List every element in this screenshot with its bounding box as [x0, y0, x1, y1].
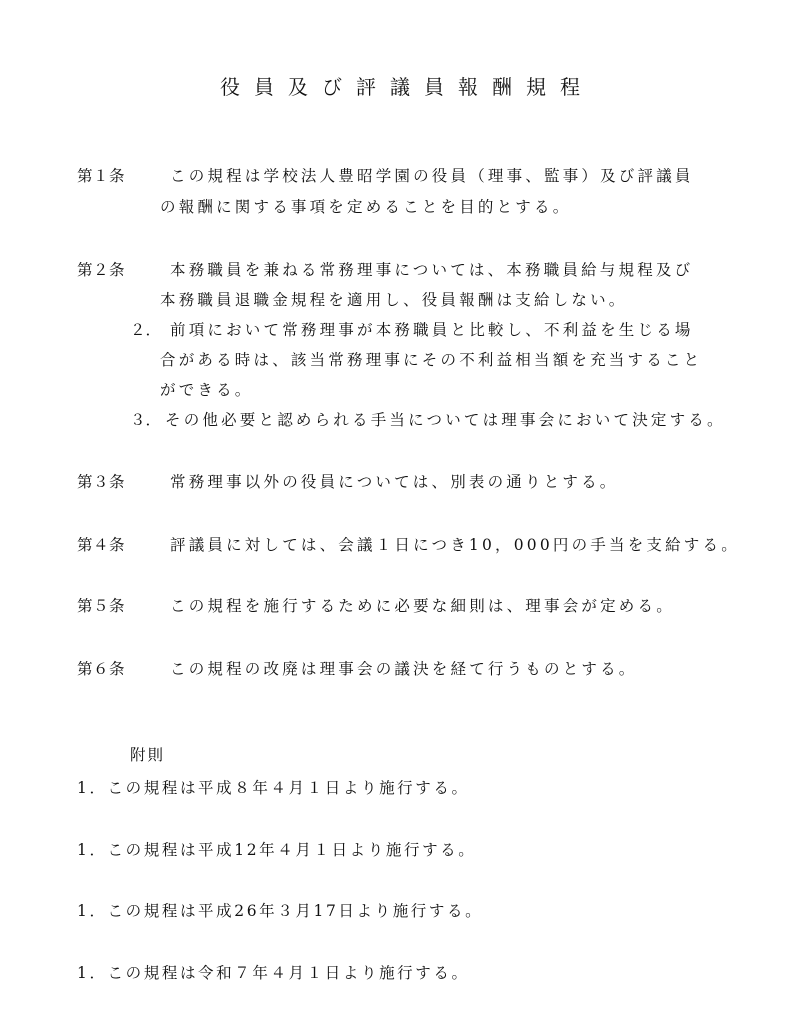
article-6-number: 第６条 [77, 660, 126, 678]
article-1-line-2: の報酬に関する事項を定めることを目的とする。 [160, 198, 572, 216]
article-1-line-1: この規程は学校法人豊昭学園の役員（理事、監事）及び評議員 [170, 167, 694, 185]
article-2-number: 第２条 [77, 261, 126, 279]
supplementary-provision-4: 1．この規程は令和７年４月１日より施行する。 [77, 964, 470, 982]
article-5-number: 第５条 [77, 597, 126, 615]
article-4-line-1: 評議員に対しては、会議１日につき10，000円の手当を支給する。 [170, 536, 740, 554]
article-5-line-1: この規程を施行するために必要な細則は、理事会が定める。 [170, 597, 675, 615]
article-2-item-2-line-2: 合がある時は、該当常務理事にその不利益相当額を充当すること [160, 351, 703, 369]
article-2-line-2: 本務職員退職金規程を適用し、役員報酬は支給しない。 [160, 291, 628, 309]
supplementary-provision-2: 1．この規程は平成12年４月１日より施行する。 [77, 841, 477, 859]
article-1-number: 第１条 [77, 167, 126, 185]
article-2-item-2-line-3: ができる。 [160, 381, 254, 399]
article-3-number: 第３条 [77, 473, 126, 491]
article-2-line-1: 本務職員を兼ねる常務理事については、本務職員給与規程及び [170, 261, 694, 279]
article-2-item-2-number: ２． [130, 321, 162, 339]
supplementary-provision-1: 1．この規程は平成８年４月１日より施行する。 [77, 779, 470, 797]
article-4-number: 第４条 [77, 536, 126, 554]
article-2-item-2-line-1: 前項において常務理事が本務職員と比較し、不利益を生じる場 [170, 321, 694, 339]
article-2-item-3-line-1: その他必要と認められる手当については理事会において決定する。 [165, 411, 726, 429]
article-2-item-3-number: ３． [130, 411, 162, 429]
document-title: 役員及び評議員報酬規程 [220, 75, 594, 99]
article-3-line-1: 常務理事以外の役員については、別表の通りとする。 [170, 473, 619, 491]
article-6-line-1: この規程の改廃は理事会の議決を経て行うものとする。 [170, 660, 638, 678]
supplementary-provision-3: 1．この規程は平成26年３月17日より施行する。 [77, 902, 484, 920]
supplementary-heading: 附則 [130, 746, 166, 764]
